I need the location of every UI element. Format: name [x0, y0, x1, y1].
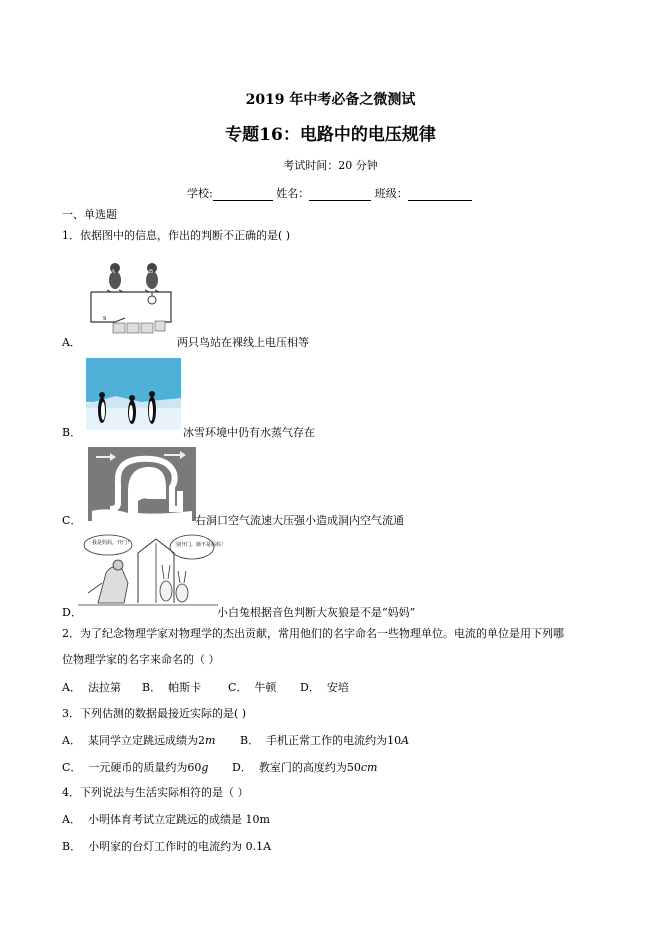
q2-option-b-text: 帕斯卡	[168, 681, 202, 694]
bird-b-label: B	[149, 269, 154, 275]
q2-option-a	[62, 679, 121, 695]
q3-option-d	[232, 759, 377, 775]
q3-option-d-value: 50	[346, 761, 361, 774]
class-blank	[408, 188, 472, 201]
q3-option-c-value: 60	[187, 761, 202, 774]
school-label: 学校:	[187, 187, 213, 200]
class-label: 班级：	[374, 187, 408, 200]
q1-option-b-label: B．	[62, 426, 82, 439]
q3-option-a	[62, 732, 215, 748]
bubble-left-text: 我是妈妈，开门！	[92, 540, 133, 546]
q1-option-d-text: 小白兔根据音色判断大灰狼是不是“妈妈”	[217, 606, 416, 619]
q2-option-c-label: C．	[228, 681, 248, 694]
q2-option-a-text: 法拉第	[87, 681, 121, 694]
q3-option-b-unit: A	[401, 734, 410, 747]
bubble-right-text: 别开门，她不是妈妈！	[176, 542, 227, 548]
q3-option-c-text: 一元硬币的质量约为	[88, 761, 188, 774]
q2-option-d-text: 安培	[326, 681, 349, 694]
q2-option-d-label: D．	[300, 681, 320, 694]
q3-option-a-unit: m	[204, 734, 216, 747]
q3-option-d-text: 教室门的高度约为	[258, 761, 347, 774]
q1-option-c-label: C．	[62, 514, 82, 527]
q2-option-b	[142, 679, 201, 695]
q3-option-b	[240, 732, 409, 748]
q4-option-b-text: 小明家的台灯工作时的电流约为 0.1A	[88, 840, 272, 853]
q2-option-c	[228, 679, 276, 695]
q2-stem-line2: 位物理学家的名字来命名的（ ）	[62, 653, 220, 666]
q3-option-c	[62, 759, 208, 775]
section-heading: 一、单选题	[62, 208, 117, 221]
q2-option-a-label: A．	[62, 681, 81, 694]
q1-stem: 1．依据图中的信息，作出的判断不正确的是( )	[62, 229, 291, 242]
q3-option-d-unit: cm	[360, 761, 378, 774]
q2-option-c-text: 牛顿	[254, 681, 277, 694]
q4-option-a	[62, 811, 270, 827]
q3-option-c-unit: g	[201, 761, 209, 774]
q3-option-a-value: 2	[197, 734, 205, 747]
q3-option-b-value: 10	[387, 734, 402, 747]
name-blank	[309, 188, 371, 201]
q3-option-b-label: B．	[240, 734, 260, 747]
q4-option-b-label: B．	[62, 840, 82, 853]
q3-option-a-text: 某同学立定跳远成绩为	[87, 734, 198, 747]
q4-stem: 4．下列说法与生活实际相符的是（ ）	[62, 786, 249, 799]
q3-option-a-label: A．	[62, 734, 81, 747]
q1-option-b-text: 冰雪环境中仍有水蒸气存在	[183, 426, 315, 439]
figure-penguins	[86, 358, 181, 430]
q2-option-d	[300, 679, 349, 695]
school-blank	[213, 188, 273, 201]
figure-rabbit-wolf-cartoon	[78, 533, 227, 611]
paper-title: 2019 年中考必备之微测试	[245, 92, 416, 108]
name-label: 姓名：	[276, 187, 310, 200]
exam-time: 考试时间：20 分钟	[283, 159, 378, 172]
q3-option-c-label: C．	[62, 761, 82, 774]
figure-birds-on-wire	[85, 250, 177, 340]
bird-a-label: A	[111, 269, 116, 275]
q2-option-b-label: B．	[142, 681, 162, 694]
q1-option-a-label: A．	[62, 336, 81, 349]
q4-option-a-label: A．	[62, 813, 81, 826]
topic-title: 专题16：电路中的电压规律	[225, 125, 436, 145]
q4-option-b	[62, 838, 271, 854]
q1-option-d-label: D．	[62, 606, 82, 619]
figure-burrow-airflow	[88, 447, 196, 521]
switch-label: S	[103, 316, 107, 322]
q3-stem: 3．下列估测的数据最接近实际的是( )	[62, 707, 247, 720]
q4-option-a-text: 小明体育考试立定跳远的成绩是 10m	[87, 813, 270, 826]
student-info-line	[187, 185, 472, 201]
q1-option-c-text: 右洞口空气流速大压强小造成洞内空气流通	[195, 514, 404, 527]
q3-option-b-text: 手机正常工作的电流约为	[266, 734, 388, 747]
q3-option-d-label: D．	[232, 761, 252, 774]
q2-stem-line1: 2．为了纪念物理学家对物理学的杰出贡献，常用他们的名字命名一些物理单位。电流的单位是用下列哪	[62, 627, 564, 640]
q1-option-a-text: 两只鸟站在裸线上电压相等	[177, 336, 309, 349]
